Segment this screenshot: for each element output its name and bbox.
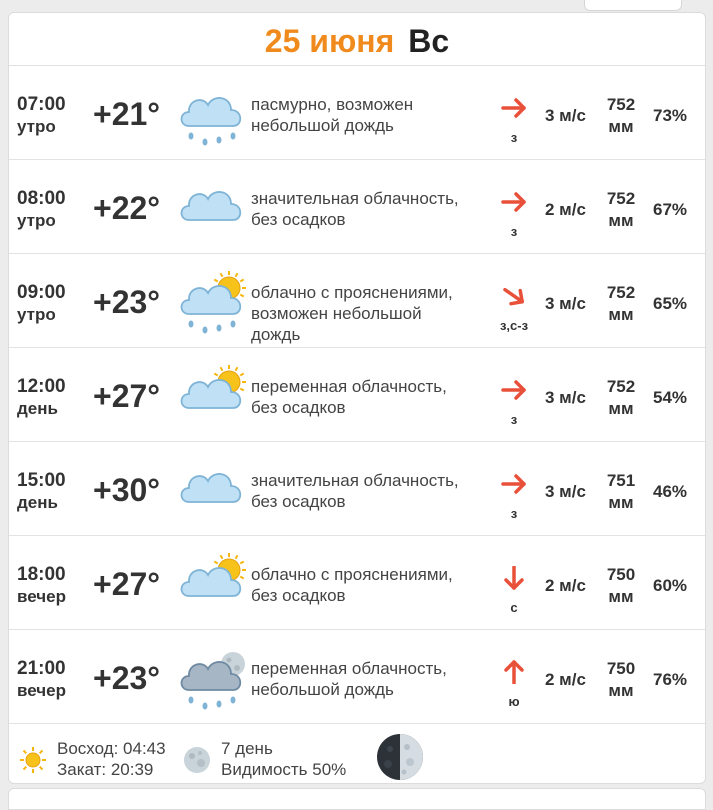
time-label: 09:00 [17,282,66,303]
pressure-cell [599,94,643,138]
cloud-icon [175,174,249,244]
period-label: утро [17,211,56,230]
condition-description [251,376,491,418]
condition-description [251,470,491,512]
description-line: переменная облачность, [251,377,447,396]
sun-moon-footer [9,724,705,784]
forecast-row [9,536,705,630]
temperature-label: +27° [93,378,161,414]
temperature-label: +23° [93,284,161,320]
humidity-label: 65% [653,294,688,313]
time-cell [17,470,66,514]
pressure-cell [599,282,643,326]
description-line: возможен небольшой [251,304,422,323]
description-line: дождь [251,325,301,344]
wind-direction-label: з [510,224,518,239]
description-line: без осадков [251,492,346,511]
pressure-unit: мм [608,681,634,700]
temperature-label: +30° [93,472,161,508]
pressure-value: 752 [606,283,636,302]
condition-description [251,564,491,606]
moon-day-label: 7 день [221,739,273,758]
wind-direction-label: ю [508,694,520,709]
pressure-cell [599,376,643,420]
wind-direction-label: з [510,412,518,427]
cloud-sun-rain-icon [175,268,249,338]
forecast-row [9,160,705,254]
time-cell [17,282,66,326]
period-label: вечер [17,587,66,606]
wind-arrow-icon [500,96,528,120]
description-line: облачно с прояснениями, [251,283,453,302]
cloud-sun-icon [175,550,249,620]
time-label: 15:00 [17,470,66,491]
humidity-label: 67% [653,200,688,219]
wind-speed-label: 3 м/с [545,106,586,125]
wind-speed-label: 2 м/с [545,200,586,219]
pressure-unit: мм [608,305,634,324]
period-label: утро [17,117,56,136]
wind-direction-label: с [510,600,518,615]
sunrise-label: Восход: 04:43 [57,739,166,758]
wind-speed-label: 2 м/с [545,670,586,689]
cloud-sun-icon [175,362,249,432]
temperature-label: +22° [93,190,161,226]
time-label: 07:00 [17,94,66,115]
time-label: 21:00 [17,658,66,679]
pressure-unit: мм [608,211,634,230]
date-label: 25 июня [264,23,395,59]
humidity-label: 60% [653,576,688,595]
pressure-cell [599,564,643,608]
condition-description [251,658,491,700]
wind-direction-label: з [510,130,518,145]
temperature-label: +23° [93,660,161,696]
forecast-card [8,12,706,784]
condition-description [251,282,491,345]
wind-arrow-icon [500,660,528,684]
wind-speed-label: 2 м/с [545,576,586,595]
forecast-rows [9,66,705,724]
pressure-unit: мм [608,399,634,418]
forecast-row [9,66,705,160]
description-line: облачно с прояснениями, [251,565,453,584]
period-label: вечер [17,681,66,700]
period-label: день [17,493,58,512]
time-cell [17,658,66,702]
moon-phase-icon [375,732,425,782]
pressure-unit: мм [608,117,634,136]
time-cell [17,94,66,138]
description-line: без осадков [251,586,346,605]
cloud-rain-icon [175,80,249,150]
time-label: 12:00 [17,376,66,397]
humidity-label: 76% [653,670,688,689]
wind-speed-label: 3 м/с [545,482,586,501]
wind-direction-label: з,с-з [499,318,529,333]
cloud-icon [175,456,249,526]
wind-direction-label: з [510,506,518,521]
wind-speed-label: 3 м/с [545,294,586,313]
forecast-row [9,254,705,348]
temperature-label: +27° [93,566,161,602]
day-of-week-label: Вс [408,23,450,59]
pressure-value: 750 [606,659,636,678]
description-line: небольшой дождь [251,116,394,135]
pressure-cell [599,658,643,702]
sunset-label: Закат: 20:39 [57,760,154,779]
temperature-label: +21° [93,96,161,132]
description-line: небольшой дождь [251,680,394,699]
pressure-value: 750 [606,565,636,584]
wind-arrow-icon [500,472,528,496]
description-line: переменная облачность, [251,659,447,678]
day-header [9,13,705,66]
pressure-value: 752 [606,95,636,114]
moon-small-icon [182,745,212,775]
pressure-value: 752 [606,377,636,396]
forecast-row [9,442,705,536]
period-label: день [17,399,58,418]
forecast-row [9,630,705,724]
pressure-value: 751 [606,471,636,490]
pressure-cell [599,188,643,232]
humidity-label: 73% [653,106,688,125]
description-line: без осадков [251,398,346,417]
time-cell [17,188,66,232]
sun-icon [19,746,47,774]
pressure-unit: мм [608,493,634,512]
wind-arrow-icon [500,284,528,308]
condition-description [251,94,491,136]
time-label: 18:00 [17,564,66,585]
description-line: без осадков [251,210,346,229]
moon-info [221,738,346,780]
humidity-label: 46% [653,482,688,501]
wind-arrow-icon [500,378,528,402]
pressure-unit: мм [608,587,634,606]
time-cell [17,564,66,608]
forecast-row [9,348,705,442]
description-line: значительная облачность, [251,189,459,208]
wind-speed-label: 3 м/с [545,388,586,407]
condition-description [251,188,491,230]
description-line: значительная облачность, [251,471,459,490]
pressure-value: 752 [606,189,636,208]
time-cell [17,376,66,420]
sun-times [57,738,166,780]
wind-arrow-icon [500,190,528,214]
visibility-label: Видимость 50% [221,760,347,779]
humidity-label: 54% [653,388,688,407]
wind-arrow-icon [500,566,528,590]
description-line: пасмурно, возможен [251,95,414,114]
pressure-cell [599,470,643,514]
top-tab [584,0,682,11]
cloud-moon-rain-icon [175,644,249,714]
next-card-edge [8,788,706,810]
period-label: утро [17,305,56,324]
time-label: 08:00 [17,188,66,209]
